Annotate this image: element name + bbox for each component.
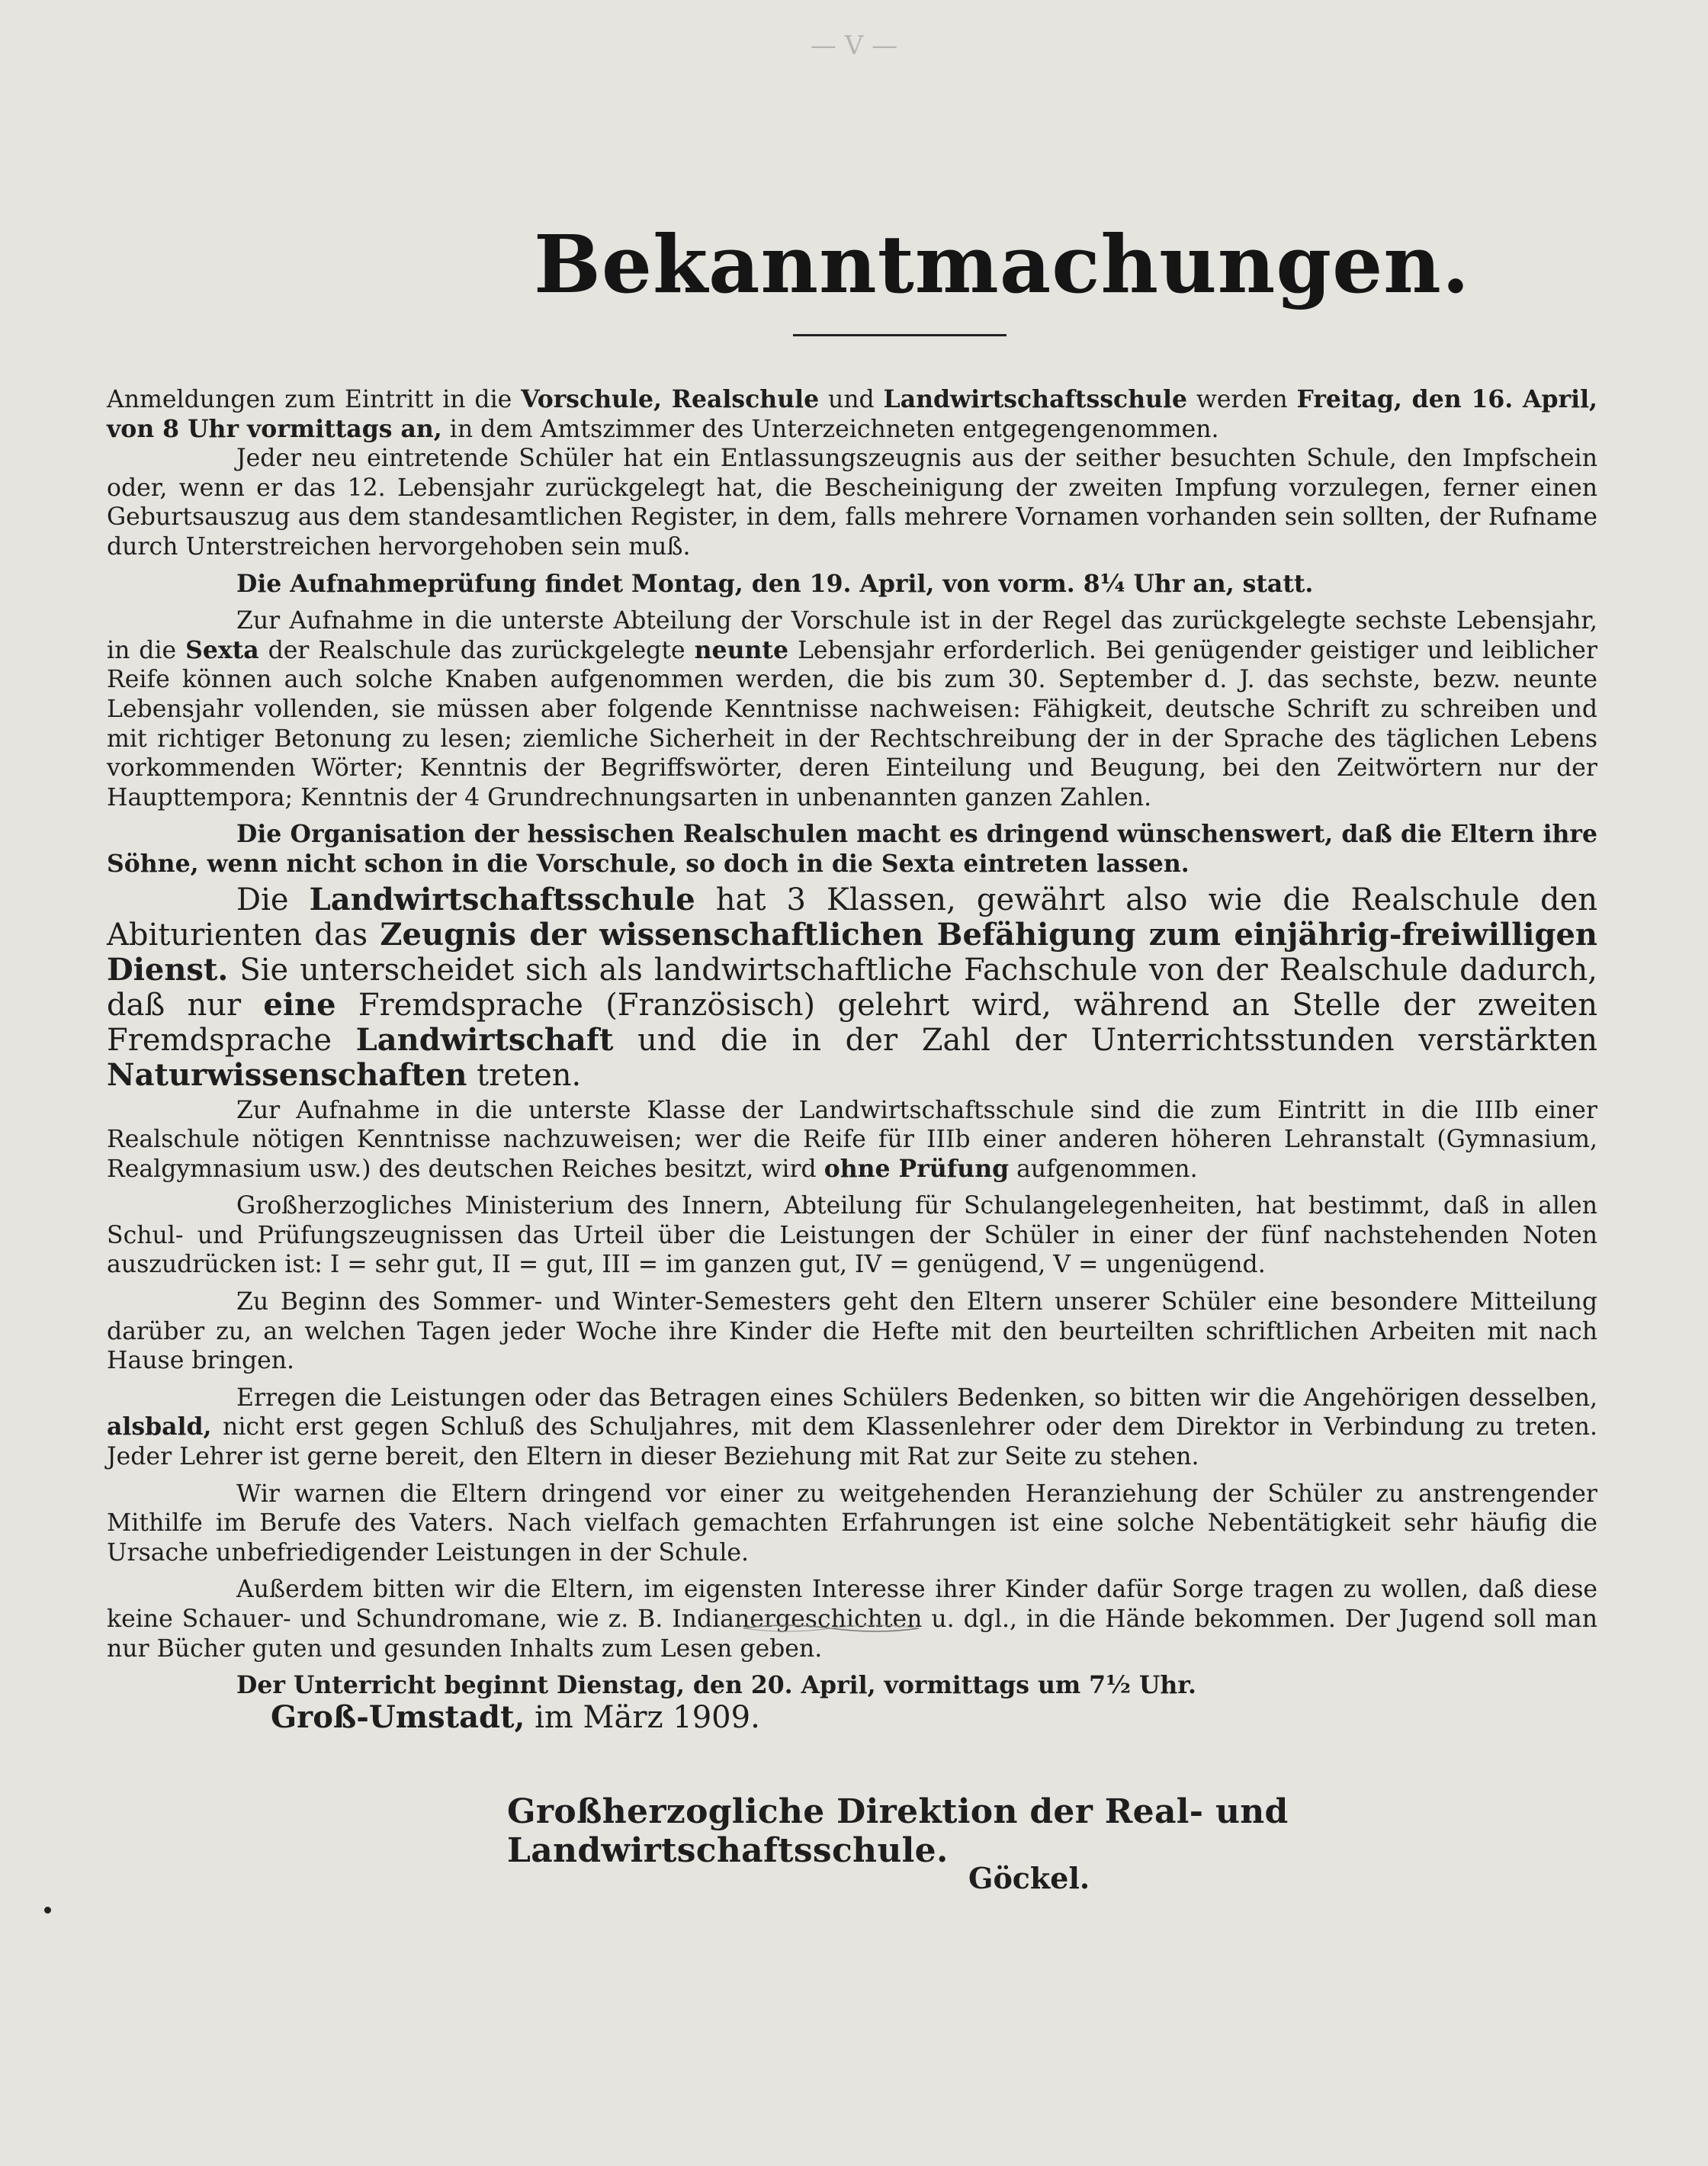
paragraph-registration: Anmeldungen zum Eintritt in die Vorschule, Realschule und Landwirtschaftsschule werden Freitag, den 16. April, von 8 Uhr vormittags an, in dem Amtszimmer des Unterzeichneten entgegengenommen. xyxy=(107,385,1598,443)
print-speck xyxy=(44,1907,51,1914)
paragraph-lessons-begin: Der Unterricht beginnt Dienstag, den 20. April, vormittags um 7½ Uhr. xyxy=(236,1671,1196,1700)
paragraph-warning: Wir warnen die Eltern dringend vor einer zu weitgehenden Heranziehung der Schüler zu anstrengender Mithilfe im Berufe des Vaters. Nach vielfach gemachten Erfahrungen ist eine solche Nebentätigkeit sehr häufig die Ursache unbefriedigender Leistungen in der Schule. xyxy=(107,1480,1597,1567)
paragraph-agri-admission: Zur Aufnahme in die unterste Klasse der Landwirtschaftsschule sind die zum Eintritt in die IIIb einer Realschule nötigen Kenntnisse nachzuweisen; wer die Reife für IIIb einer anderen höheren Lehranstalt (Gymnasium, Realgymnasium usw.) des deutschen Reiches besitzt, wird ohne Prüfung aufgenommen. xyxy=(107,1096,1597,1183)
ornament-divider xyxy=(740,1621,923,1636)
paragraph-documents: Jeder neu eintretende Schüler hat ein Entlassungszeugnis aus der seither besuchten Schule, den Impfschein oder, wenn er das 12. Lebensjahr zurückgelegt hat, die Bescheinigung der zweiten Impfung vorzulegen, ferner einen Geburtsauszug aus dem standesamtlichen Register, in dem, falls mehrere Vornamen vorhanden sein sollten, der Rufname durch Unterstreichen hervorgehoben sein muß. xyxy=(107,445,1597,561)
paragraph-agricultural-school: Die Landwirtschaftsschule hat 3 Klassen, gewährt also wie die Realschule den Abiturienten das Zeugnis der wissenschaftlichen Befähigung zum einjährig-freiwilligen Dienst. Sie unterscheidet sich als landwirtschaftliche Fachschule von der Realschule dadurch, daß nur eine Fremdsprache (Französisch) gelehrt wird, während an Stelle der zweiten Fremdsprache Landwirtschaft und die in der Zahl der Unterrichtsstunden verstärkten Naturwissenschaften treten. xyxy=(107,881,1598,1093)
page-title: Bekanntmachungen. xyxy=(534,217,1471,311)
page-number: — V — xyxy=(810,31,898,61)
paragraph-semester-notice: Zu Beginn des Sommer- und Winter-Semesters geht den Eltern unserer Schüler eine besondere Mitteilung darüber zu, an welchen Tagen jeder Woche ihre Kinder die Hefte mit den beurteilten schriftlichen Arbeiten mit nach Hause bringen. xyxy=(107,1288,1597,1375)
announcement-body xyxy=(107,385,1597,1701)
paragraph-entrance-exam: Die Aufnahmeprüfung findet Montag, den 19. April, von vorm. 8¼ Uhr an, statt. xyxy=(236,569,1314,598)
paragraph-admission-age: Zur Aufnahme in die unterste Abteilung der Vorschule ist in der Regel das zurückgelegte sechste Lebensjahr, in die Sexta der Realschule das zurückgelegte neunte Lebensjahr erforderlich. Bei genügender geistiger und leiblicher Reife können auch solche Knaben aufgenommen werden, die bis zum 30. September d. J. das sechste, bezw. neunte Lebensjahr vollenden, sie müssen aber folgende Kenntnisse nachweisen: Fähigkeit, deutsche Schrift zu schreiben und mit richtiger Betonung zu lesen; ziemliche Sicherheit in der Rechtschreibung der in der Sprache des täglichen Lebens vorkommenden Wörter; Kenntnis der Begriffswörter, deren Einteilung und Beugung, bei den Zeitwörtern nur der Haupttempora; Kenntnis der 4 Grundrechnungsarten in unbenannten ganzen Zahlen. xyxy=(107,607,1597,811)
issuing-authority: Großherzogliche Direktion der Real- und Landwirtschaftsschule. xyxy=(507,1792,1289,1870)
paragraph-reading: Außerdem bitten wir die Eltern, im eigensten Interesse ihrer Kinder dafür Sorge tragen zu wollen, daß diese keine Schauer- und Schundromane, wie z. B. Indianergeschichten u. dgl., in die Hände bekommen. Der Jugend soll man nur Bücher guten und gesunden Inhalts zum Lesen geben. xyxy=(107,1576,1597,1663)
signature: Göckel. xyxy=(968,1861,1090,1895)
paragraph-grading: Großherzogliches Ministerium des Innern, Abteilung für Schulangelegenheiten, hat bestimmt, daß in allen Schul- und Prüfungszeugnissen das Urteil über die Leistungen der Schüler in einer der fünf nachstehenden Noten auszudrücken ist: I = sehr gut, II = gut, III = im ganzen gut, IV = genügend, V = ungenügend. xyxy=(107,1192,1597,1279)
paragraph-concerns: Erregen die Leistungen oder das Betragen eines Schülers Bedenken, so bitten wir die Angehörigen desselben, alsbald, nicht erst gegen Schluß des Schuljahres, mit dem Klassenlehrer oder dem Direktor in Verbindung zu treten. Jeder Lehrer ist gerne bereit, den Eltern in dieser Beziehung mit Rat zur Seite zu stehen. xyxy=(107,1383,1597,1471)
title-rule xyxy=(793,334,1006,336)
place-and-date: Groß-Umstadt, im März 1909. xyxy=(271,1699,760,1735)
paragraph-organisation: Die Organisation der hessischen Realschulen macht es dringend wünschenswert, daß die Eltern ihre Söhne, wenn nicht schon in die Vorschule, so doch in die Sexta eintreten lassen. xyxy=(107,820,1597,878)
